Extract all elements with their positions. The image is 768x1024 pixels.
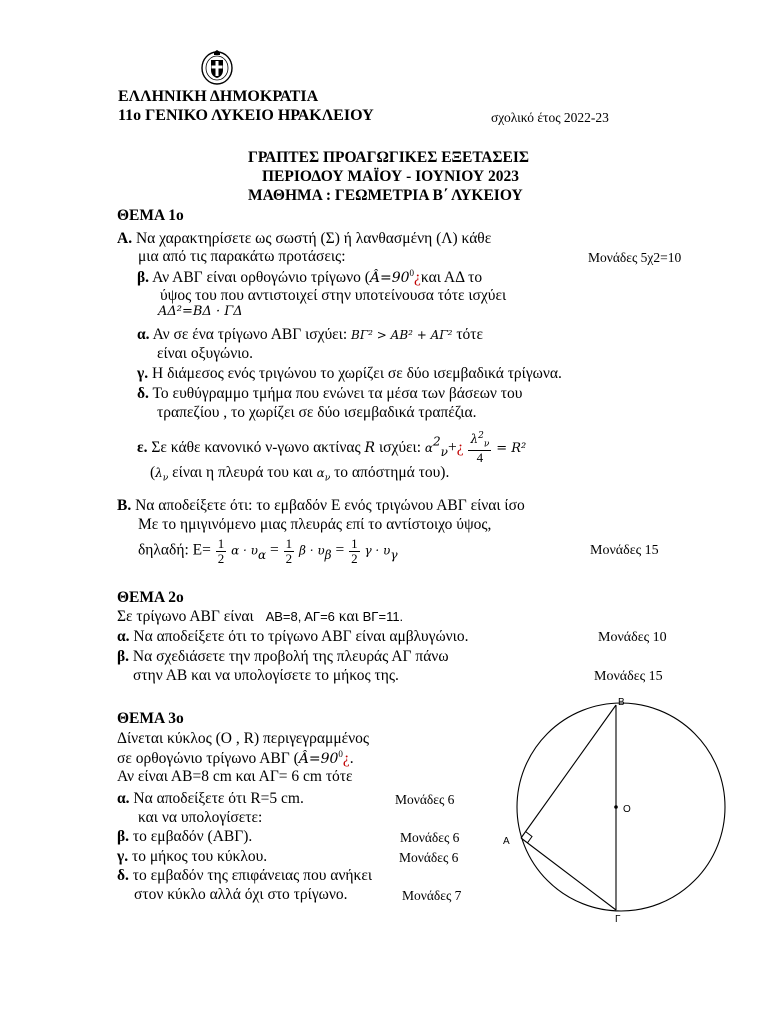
circumcircle [517,703,725,911]
theme3-q: ¿ [342,750,350,768]
theme1-a-line1 [117,230,491,248]
theme3-d-line1 [117,867,372,885]
theme3-b-line [117,828,252,846]
theme2-b-points: Μονάδες 15 [594,669,663,684]
theme1-eps-fraction: $\frac{\lambda^2_\nu}{4}$ [470,431,490,465]
theme3-line3: Αν είναι ΑΒ=8 cm και ΑΓ= 6 cm τότε [117,768,353,785]
theme1-alpha-formula: ΒΓ² > ΑΒ² + ΑΓ² [351,328,453,342]
side-AB [521,705,616,838]
label-A: Α [503,836,510,847]
school-year: σχολικό έτος 2022-23 [491,110,609,125]
theme1-B-t3: γ · υ [364,543,391,558]
theme3-d-text2: στον κύκλο αλλά όχι στο τρίγωνο. [134,886,348,903]
theme1-eps-note-a: ( [150,464,156,481]
theme3-a-text2: και να υπολογίσετε: [138,809,263,826]
theme1-beta-text1b: και ΑΔ το [420,269,483,287]
theme1-heading: ΘΕΜΑ 1ο [117,207,184,224]
theme1-B-t1: α · υ [231,543,258,558]
school-name: 11ο ΓΕΝΙΚΟ ΛΥΚΕΙΟ ΗΡΑΚΛΕΙΟΥ [118,107,374,124]
theme2-a-text: Να αποδείξετε ότι το τρίγωνο ΑΒΓ είναι αμβλυγώνιο. [133,628,469,645]
theme1-eps-q: ¿ [456,438,464,456]
theme3-line2a: σε ορθογώνιο τρίγωνο ΑΒΓ ( [117,750,299,768]
theme3-g-text: το μήκος του κύκλου. [132,848,268,865]
theme2-a-line [117,628,468,646]
theme3-b-points: Μονάδες 6 [400,830,460,845]
theme1-B-line1 [117,497,525,515]
theme3-g-label: γ. [117,848,129,865]
theme1-gamma-line [137,365,562,383]
theme2-a-label: α. [117,628,130,645]
theme3-b-label: β. [117,828,130,845]
theme1-beta-q: ¿ [414,269,421,287]
theme1-eps-num: λ [470,432,479,446]
theme2-b-line1 [117,648,449,666]
exam-title-1: ΓΡΑΠΤΕΣ ΠΡΟΑΓΩΓΙΚΕΣ ΕΞΕΤΑΣΕΙΣ [248,149,530,166]
theme2-and: και [338,608,359,625]
theme1-eps-line: ε. Σε κάθε κανονικό ν-γωνο ακτίνας R ισχύει: $\alpha^2_\nu+¿$ $\frac{\lambda^2_\nu}{4}$ = R² [137,431,527,465]
theme1-B-text3: δηλαδή: Ε= [138,541,211,559]
theme1-eps-note-b: είναι η πλευρά του και [172,464,313,481]
theme2-values2: ΒΓ=11. [362,609,404,624]
theme3-a-points: Μονάδες 6 [395,792,455,807]
theme3-d-label: δ. [117,867,129,884]
theme1-eps-text: Σε κάθε κανονικό ν-γωνο ακτίνας [151,438,361,456]
theme2-b-label: β. [117,648,130,665]
fraction-numerator: 1 [285,536,293,551]
theme1-B-points: Μονάδες 15 [590,543,659,558]
theme1-eps-R: R [364,439,376,456]
fraction-denominator: 2 [285,550,293,566]
theme1-a-label: Α. [117,230,133,247]
theme1-alpha-text2: είναι οξυγώνιο. [157,345,254,362]
theme1-alpha-label: α. [137,326,150,343]
fraction-numerator: 1 [217,536,225,551]
theme3-d-text1: το εμβαδόν της επιφάνειας που ανήκει [132,867,373,884]
theme2-heading: ΘΕΜΑ 2ο [117,589,184,606]
theme1-eps-note: ($\lambda_\nu$ είναι η πλευρά του και $\alpha_\nu$ το απόστημά του). [150,464,450,484]
theme1-delta-text1: Το ευθύγραμμο τμήμα που ενώνει τα μέσα των βάσεων του [152,385,523,402]
theme1-B-text1: Να αποδείξετε ότι: το εμβαδόν Ε ενός τριγώνου ΑΒΓ είναι ίσο [135,497,525,514]
theme1-B-t2: β · υ [298,543,325,558]
theme3-d-points: Μονάδες 7 [402,888,462,903]
theme1-a-text2: μια από τις παρακάτω προτάσεις: [138,248,346,265]
theme2-b-text1: Να σχεδιάσετε την προβολή της πλευράς ΑΓ πάνω [132,648,449,665]
side-AG [521,838,616,910]
theme1-beta-formula: ΑΔ²=ΒΔ · ΓΔ [158,304,243,319]
theme2-intro-line [117,608,403,626]
theme1-gamma-label: γ. [137,365,149,382]
label-B: Β [618,697,625,708]
theme3-line2b: . [349,750,354,768]
fraction-denominator: 2 [351,550,358,566]
label-O: Ο [623,804,631,815]
theme1-alpha-text1b: τότε [456,326,484,343]
theme3-a-text: Να αποδείξετε ότι R=5 cm. [133,790,304,807]
theme3-g-line [117,848,267,866]
theme1-beta-angle: Â=90 [369,270,410,287]
theme1-eps-note-c: το απόστημά του). [334,464,450,481]
theme1-B-text2: Με το ημιγινόμενο μιας πλευράς επί το αντίστοιχο ύψος, [138,516,492,533]
theme1-a-points: Μονάδες 5χ2=10 [588,250,682,265]
theme1-delta-text2: τραπεζίου , το χωρίζει σε δύο ισεμβαδικά τραπέζια. [157,404,477,421]
theme2-intro: Σε τρίγωνο ΑΒΓ είναι [117,608,254,625]
greek-emblem-icon [200,48,234,86]
theme3-heading: ΘΕΜΑ 3ο [117,710,184,727]
theme1-beta-text1: Αν ΑΒΓ είναι ορθογώνιο τρίγωνο ( [152,269,370,287]
theme1-eps-text-b: ισχύει: [378,438,422,456]
theme1-delta-line1 [137,385,522,403]
theme1-gamma-text: Η διάμεσος ενός τριγώνου το χωρίζει σε δύο ισεμβαδικά τρίγωνα. [152,365,562,382]
theme2-b-text2: στην ΑΒ και να υπολογίσετε το μήκος της. [133,667,399,684]
theme1-B-line3: δηλαδή: Ε= $\frac{1}{2}$ $\alpha \cdot \upsilon_\alpha$ = $\frac{1}{2}$ $\beta \cdot \upsilon_\beta$ = $\frac{1}{2}$ $\gamma \cdot \upsilon_\gamma$ [138,536,398,566]
theme1-beta-line1: β. Αν ΑΒΓ είναι ορθογώνιο τρίγωνο ($Â=90^0¿\kappa\alpha\iota$ ΑΔ το [137,268,483,287]
center-point [614,805,618,809]
theme1-a-text: Να χαρακτηρίσετε ως σωστή (Σ) ή λανθασμένη (Λ) κάθε [135,230,492,247]
theme1-B-label: Β. [117,497,132,514]
theme2-values: ΑΒ=8, ΑΓ=6 [265,609,335,624]
theme1-alpha-text1: Αν σε ένα τρίγωνο ΑΒΓ ισχύει: [152,326,348,343]
theme1-eps-rhs: = R² [496,440,527,456]
theme1-eps-den: 4 [476,449,484,465]
theme3-angle: Â=90 [298,751,339,768]
theme3-b-text: το εμβαδόν (ΑΒΓ). [132,828,253,845]
theme1-eps-formula-left: α [424,440,434,455]
theme3-a-line [117,790,304,808]
exam-title-2: ΠΕΡΙΟΔΟΥ ΜΑΪΟΥ - ΙΟΥΝΙΟΥ 2023 [262,168,519,185]
theme1-beta-label: β. [137,269,150,287]
theme1-eps-label: ε. [137,438,148,456]
circle-triangle-figure [495,690,765,930]
theme1-beta-text2: ύψος του που αντιστοιχεί στην υποτείνουσα τότε ισχύει [160,287,507,304]
fraction-numerator: 1 [351,536,358,551]
label-G: Γ [615,914,621,925]
theme3-a-label: α. [117,790,130,807]
theme2-a-points: Μονάδες 10 [598,630,667,645]
theme1-alpha-line1 [137,326,483,344]
theme3-line2: σε ορθογώνιο τρίγωνο ΑΒΓ ($Â=90^0¿$. [117,749,354,768]
fraction-denominator: 2 [217,550,225,566]
exam-title-3: ΜΑΘΗΜΑ : ΓΕΩΜΕΤΡΙΑ Β΄ ΛΥΚΕΙΟΥ [248,187,523,204]
theme1-delta-label: δ. [137,385,149,402]
theme3-line1: Δίνεται κύκλος (Ο , R) περιγεγραμμένος [117,730,370,747]
republic-title: ΕΛΛΗΝΙΚΗ ΔΗΜΟΚΡΑΤΙΑ [118,88,319,105]
theme3-g-points: Μονάδες 6 [399,850,459,865]
right-angle-mark [526,832,533,843]
